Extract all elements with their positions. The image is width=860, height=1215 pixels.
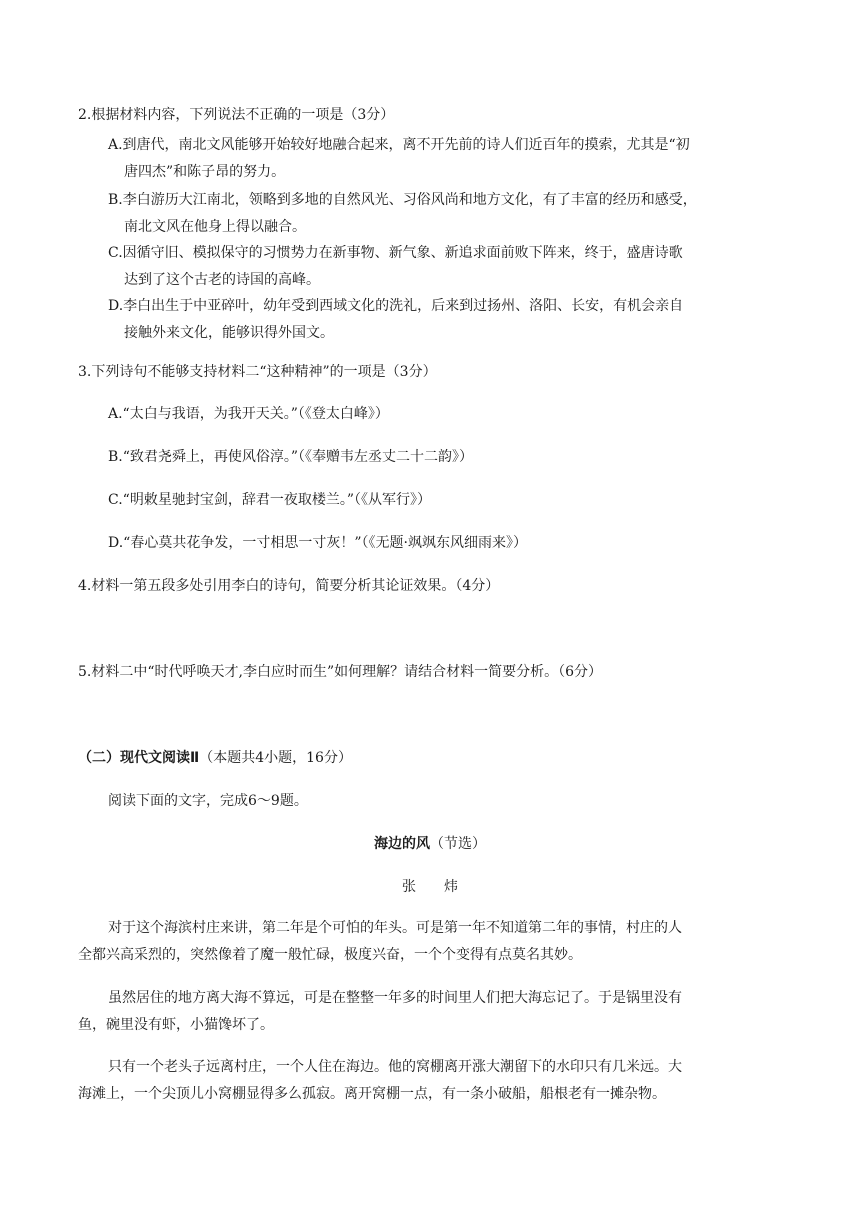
- option-line: C.因循守旧、模拟保守的习惯势力在新事物、新气象、新追求面前败下阵来，终于，盛唐诗歌: [108, 245, 683, 261]
- paragraph-line: 对于这个海滨村庄来讲，第二年是个可怕的年头。可是第一年不知道第二年的事情，村庄的人: [108, 920, 682, 936]
- paragraph-line: 虽然居住的地方离大海不算远，可是在整整一年多的时间里人们把大海忘记了。于是锅里没有: [108, 990, 682, 1006]
- question-4: 4.材料一第五段多处引用李白的诗句，简要分析其论证效果。（4分）: [78, 578, 500, 594]
- passage-title-text: 海边的风: [374, 836, 430, 852]
- option-line: B.李白游历大江南北，领略到多地的自然风光、习俗风尚和地方文化，有了丰富的经历和感受，: [108, 192, 697, 208]
- passage-paragraph-2: [78, 985, 784, 1039]
- paragraph-line: 只有一个老头子远离村庄，一个人住在海边。他的窝棚离开涨大潮留下的水印只有几米远。大: [108, 1059, 682, 1075]
- paragraph-line: 鱼，碗里没有虾，小猫馋坏了。: [78, 1017, 274, 1033]
- question-3-option-d: D.“春心莫共花争发，一寸相思一寸灰！”（《无题·飒飒东风细雨来》）: [108, 535, 527, 551]
- question-2-option-a: [108, 132, 788, 186]
- question-3-option-a: A.“太白与我语，为我开天关。”（《登太白峰》）: [108, 406, 389, 422]
- question-2-option-d: [108, 293, 788, 347]
- section-heading: [78, 745, 352, 772]
- passage-paragraph-3: [78, 1054, 784, 1108]
- passage-paragraph-1: [78, 915, 784, 969]
- question-2-option-c: [108, 240, 788, 294]
- option-line: 唐四杰”和陈子昂的努力。: [124, 164, 286, 180]
- question-2-option-b: [108, 187, 788, 241]
- question-3-stem: 3.下列诗句不能够支持材料二“这种精神”的一项是（3分）: [78, 364, 437, 380]
- paragraph-line: 全都兴高采烈的，突然像着了魔一般忙碌，极度兴奋，一个个变得有点莫名其妙。: [78, 947, 582, 963]
- passage-title: [0, 831, 860, 858]
- option-line: 接触外来文化，能够识得外国文。: [124, 325, 334, 341]
- passage-author: 张 炜: [402, 879, 458, 895]
- option-line: A.到唐代，南北文风能够开始较好地融合起来，离不开先前的诗人们近百年的摸索，尤其是“初: [108, 137, 690, 153]
- question-5: 5.材料二中“时代呼唤天才,李白应时而生”如何理解？请结合材料一简要分析。（6分）: [78, 664, 603, 680]
- section-heading-note: （本题共4小题，16分）: [199, 750, 352, 766]
- option-line: D.李白出生于中亚碎叶，幼年受到西域文化的洗礼，后来到过扬州、洛阳、长安，有机会亲自: [108, 298, 684, 314]
- option-line: 达到了这个古老的诗国的高峰。: [124, 272, 320, 288]
- question-3-option-c: C.“明敕星驰封宝剑，辞君一夜取楼兰。”（《从军行》）: [108, 492, 431, 508]
- option-line: 南北文风在他身上得以融合。: [124, 219, 306, 235]
- paragraph-line: 海滩上，一个尖顶儿小窝棚显得多么孤寂。离开窝棚一点，有一条小破船，船根老有一摊杂物。: [78, 1086, 666, 1102]
- question-2-stem: 2.根据材料内容，下列说法不正确的一项是（3分）: [78, 107, 395, 123]
- question-3-option-b: B.“致君尧舜上，再使风俗淳。”（《奉赠韦左丞丈二十二韵》）: [108, 449, 474, 465]
- passage-title-note: （节选）: [430, 836, 486, 852]
- reading-instruction: 阅读下面的文字，完成6～9题。: [108, 793, 308, 809]
- section-heading-title: （二）现代文阅读Ⅱ: [78, 750, 200, 766]
